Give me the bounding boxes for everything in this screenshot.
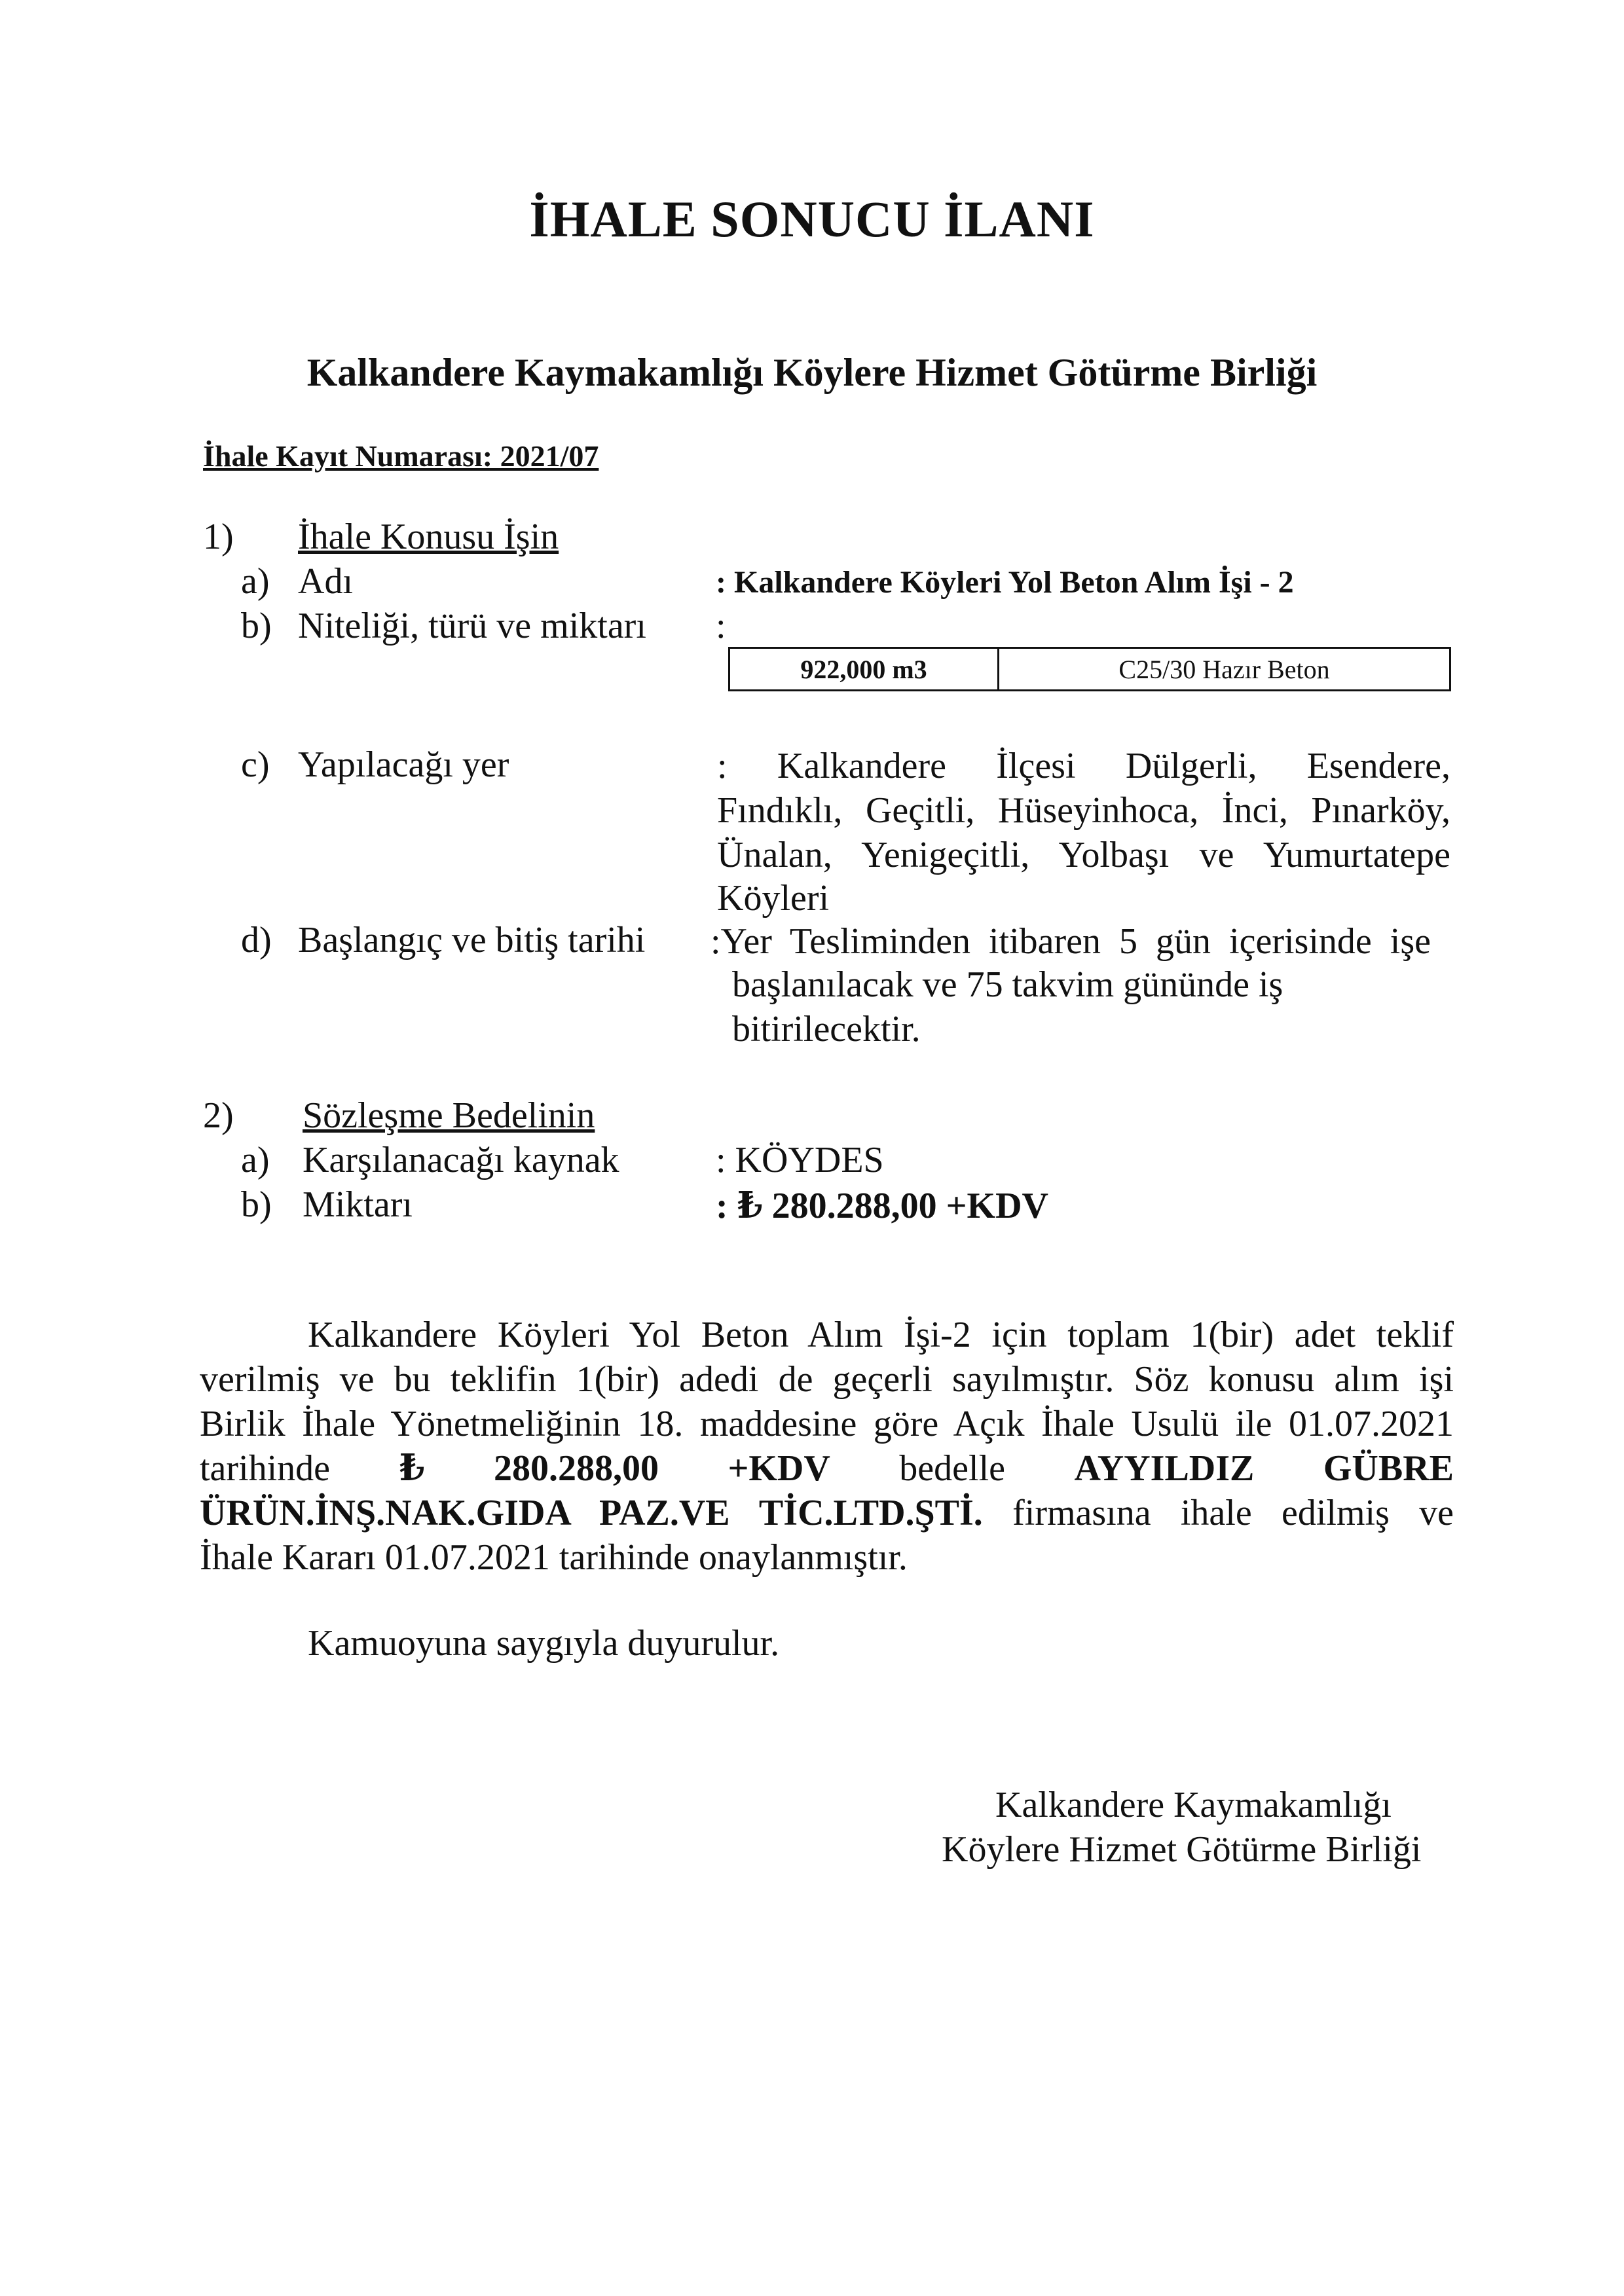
section2-b-value: : ₺ 280.288,00 +KDV	[716, 1186, 1048, 1226]
document-subtitle: Kalkandere Kaymakamlığı Köylere Hizmet Götürme Birliği	[306, 351, 1318, 394]
section1-d-line-1: :Yer Tesliminden itibaren 5 gün içerisinde işe	[710, 921, 1431, 962]
closing-statement: Kamuoyuna saygıyla duyurulur.	[308, 1623, 780, 1664]
paragraph-company-part-1: AYYILDIZ GÜBRE	[1074, 1448, 1454, 1489]
section1-d-line-2: başlanılacak ve 75 takvim gününde iş	[732, 964, 1283, 1005]
section2-number: 2)	[203, 1095, 234, 1136]
section2-b-label: Miktarı	[303, 1184, 413, 1225]
section1-c-line-3: Ünalan, Yenigeçitli, Yolbaşı ve Yumurtatepe	[717, 835, 1450, 875]
spec-type: C25/30 Hazır Beton	[999, 648, 1450, 691]
section1-b-letter: b)	[241, 606, 272, 646]
section1-a-letter: a)	[241, 561, 270, 602]
paragraph-line-1: Kalkandere Köyleri Yol Beton Alım İşi-2 için toplam 1(bir) adet teklif	[308, 1315, 1454, 1355]
paragraph-company-part-2: ÜRÜN.İNŞ.NAK.GIDA PAZ.VE TİC.LTD.ŞTİ.	[200, 1493, 983, 1533]
table-row	[729, 648, 1450, 691]
section2-a-label: Karşılanacağı kaynak	[303, 1140, 619, 1180]
section2-heading: Sözleşme Bedelinin	[303, 1095, 595, 1136]
paragraph-line-6: İhale Kararı 01.07.2021 tarihinde onaylanmıştır.	[200, 1537, 908, 1578]
section1-c-line-1: : Kalkandere İlçesi Dülgerli, Esendere,	[717, 746, 1450, 786]
spec-table	[728, 647, 1451, 691]
result-paragraph	[200, 1313, 1454, 1580]
section1-number: 1)	[203, 517, 234, 557]
section1-c-line-2: Fındıklı, Geçitli, Hüseyinhoca, İnci, Pınarköy,	[717, 790, 1450, 831]
section1-d-label: Başlangıç ve bitiş tarihi	[298, 920, 646, 960]
document-title: İHALE SONUCU İLANI	[529, 191, 1095, 247]
section1-c-line-4: Köyleri	[717, 878, 830, 919]
paragraph-line-4	[200, 1446, 1454, 1491]
paragraph-bedelle: bedelle	[899, 1448, 1005, 1489]
registration-number: İhale Kayıt Numarası: 2021/07	[203, 439, 599, 473]
section1-b-colon: :	[716, 606, 726, 646]
paragraph-awarded: firmasına ihale edilmiş ve	[1012, 1493, 1454, 1533]
paragraph-line-2: verilmiş ve bu teklifin 1(bir) adedi de geçerli sayılmıştır. Söz konusu alım işi	[200, 1359, 1454, 1400]
section1-heading: İhale Konusu İşin	[298, 517, 559, 557]
paragraph-date-word: tarihinde	[200, 1448, 331, 1489]
paragraph-amount: ₺ 280.288,00 +KDV	[399, 1448, 830, 1489]
section1-c-letter: c)	[241, 744, 270, 785]
section2-a-letter: a)	[241, 1140, 270, 1180]
signature-line-1: Kalkandere Kaymakamlığı	[995, 1785, 1392, 1825]
spec-quantity: 922,000 m3	[729, 648, 999, 691]
signature-line-2: Köylere Hizmet Götürme Birliği	[942, 1829, 1422, 1870]
section1-d-line-3: bitirilecektir.	[732, 1009, 921, 1049]
section1-d-letter: d)	[241, 920, 272, 960]
section1-a-value: : Kalkandere Köyleri Yol Beton Alım İşi - 2	[716, 565, 1294, 600]
section1-b-label: Niteliği, türü ve miktarı	[298, 606, 646, 646]
paragraph-line-3: Birlik İhale Yönetmeliğinin 18. maddesine göre Açık İhale Usulü ile 01.07.2021	[200, 1404, 1454, 1444]
section2-a-value: : KÖYDES	[716, 1140, 884, 1180]
section1-c-label: Yapılacağı yer	[298, 744, 509, 785]
section2-b-letter: b)	[241, 1184, 272, 1225]
paragraph-line-5	[200, 1491, 1454, 1535]
section1-a-label: Adı	[298, 561, 353, 602]
